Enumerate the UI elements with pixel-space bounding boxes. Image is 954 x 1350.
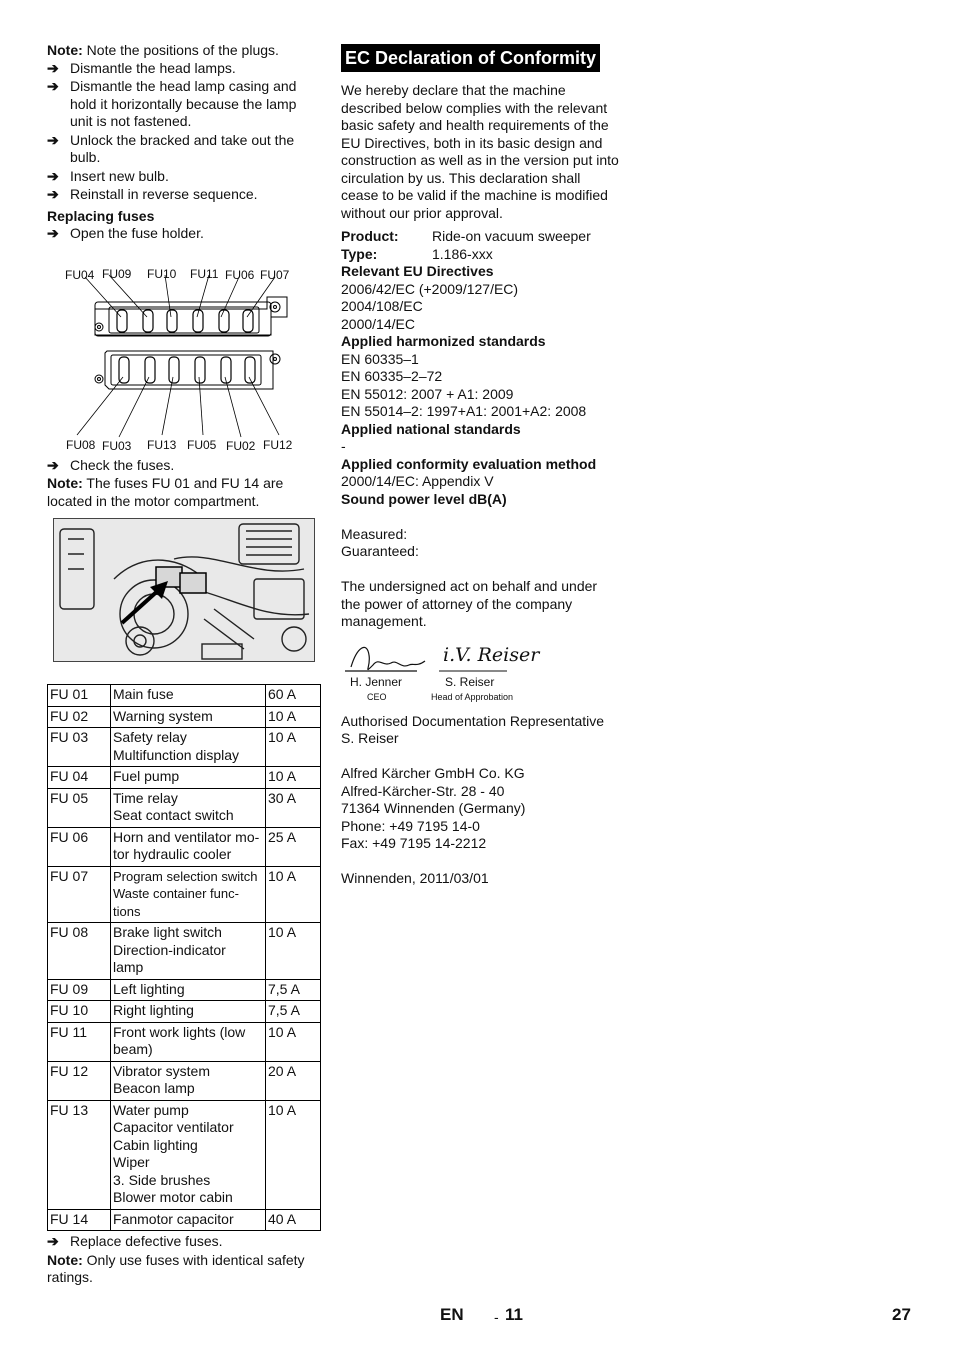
fuse-description-line: Warning system <box>113 707 213 724</box>
diagram-label: FU06 <box>225 267 255 282</box>
signer1-role: CEO <box>367 691 387 702</box>
directives-list <box>341 281 619 334</box>
product-row: Product: Ride-on vacuum sweeper <box>341 228 591 244</box>
table-row <box>48 685 321 707</box>
note-identical-ratings: Note: Only use fuses with identical safety ratings. <box>47 1251 305 1285</box>
arrow-icon: ➔ <box>47 1233 59 1249</box>
step-text: Reinstall in reverse sequence. <box>70 186 258 202</box>
blank-line <box>341 853 619 871</box>
table-row <box>48 788 321 827</box>
fuse-description-line: Wiper <box>113 1154 150 1170</box>
left-column <box>47 42 319 1287</box>
step-item <box>47 168 319 186</box>
fuse-id: FU 13 <box>48 1100 111 1209</box>
fuse-id: FU 09 <box>48 979 111 1001</box>
note-plugs: Note: Note the positions of the plugs. <box>47 42 279 58</box>
table-row <box>48 866 321 923</box>
fuse-description-line: Beacon lamp <box>113 1080 195 1096</box>
table-row <box>48 1001 321 1023</box>
fuse-rating: 7,5 A <box>266 1001 321 1023</box>
type-row: Type: 1.186-xxx <box>341 245 493 262</box>
fuse-description <box>111 788 266 827</box>
fuse-description-line: lamp <box>113 959 144 975</box>
fuse-id: FU 10 <box>48 1001 111 1023</box>
signature-scribbles <box>343 637 543 681</box>
fuse-description <box>111 827 266 866</box>
step-item <box>47 60 319 78</box>
fuse-rating: 10 A <box>266 866 321 923</box>
fuse-description-line: tor hydraulic cooler <box>113 846 232 862</box>
fuse-description <box>111 728 266 767</box>
auth-name: S. Reiser <box>341 730 399 746</box>
fuse-description <box>111 923 266 980</box>
fuse-holder-diagram <box>47 257 319 457</box>
diagram-label: FU05 <box>187 437 217 452</box>
arrow-icon: ➔ <box>47 225 59 241</box>
fuse-id: FU 01 <box>48 685 111 707</box>
fuse-description-line: Horn and ventilator mo- <box>113 828 260 845</box>
footer-dash: - <box>494 1309 499 1325</box>
fuse-id: FU 08 <box>48 923 111 980</box>
list-item: Alfred-Kärcher-Str. 28 - 40 <box>341 782 505 799</box>
fuse-holder-drawing <box>47 257 319 457</box>
fuse-description <box>111 1209 266 1231</box>
directives-heading: Relevant EU Directives <box>341 263 494 279</box>
fuse-rating: 10 A <box>266 728 321 767</box>
harmonized-heading: Applied harmonized standards <box>341 333 546 349</box>
fuse-description-line: Multifunction display <box>113 746 240 763</box>
fuse-description-line: beam) <box>113 1041 153 1057</box>
right-column <box>341 44 619 888</box>
motor-compartment-drawing <box>54 519 314 661</box>
fuse-description-line: Program selection switch <box>113 868 258 884</box>
fuse-description-line: Blower motor cabin <box>113 1189 233 1205</box>
step-open-fuse-holder: ➔ Open the fuse holder. <box>47 225 204 241</box>
replacing-fuses-heading: Replacing fuses <box>47 207 155 224</box>
step-check-fuses: ➔ Check the fuses. <box>47 456 175 473</box>
fuse-description-line: Time relay <box>113 789 178 806</box>
fuse-description-line: 3. Side brushes <box>113 1171 211 1188</box>
fuse-id: FU 05 <box>48 788 111 827</box>
diagram-label: FU13 <box>147 437 177 452</box>
national-value: - <box>341 438 346 454</box>
auth-title: Authorised Documentation Representative <box>341 712 605 729</box>
fuse-rating: 60 A <box>266 685 321 707</box>
blank-line <box>341 508 619 526</box>
fuse-description-line: Safety relay <box>113 729 187 745</box>
fuse-description-line: Front work lights (low <box>113 1023 246 1040</box>
arrow-icon: ➔ <box>47 78 59 94</box>
footer-page-number: 27 <box>892 1305 911 1324</box>
table-row <box>48 767 321 789</box>
fuse-description-line: Vibrator system <box>113 1062 210 1079</box>
list-item: 71364 Winnenden (Germany) <box>341 800 526 816</box>
arrow-icon: ➔ <box>47 131 59 148</box>
fuse-description-line: Seat contact switch <box>113 807 234 823</box>
harmonized-list <box>341 351 619 421</box>
place-date: Winnenden, 2011/03/01 <box>341 870 489 886</box>
footer-language: EN <box>440 1305 464 1324</box>
method-value: 2000/14/EC: Appendix V <box>341 473 494 489</box>
fuse-rating: 40 A <box>266 1209 321 1231</box>
fuse-id: FU 14 <box>48 1209 111 1231</box>
fuse-rating: 10 A <box>266 923 321 980</box>
declaration-intro: We hereby declare that the machine described below complies with the relevant basic safety and health requirements of the EU Directives, both in its basic design and construction as well as in the version put into circulation by us. This declaration shall cease to be valid if the machine is modified without our prior approval. <box>341 82 619 221</box>
list-item: EN 60335–1 <box>341 350 419 367</box>
fuse-description-line: Fuel pump <box>113 768 180 784</box>
sound-heading: Sound power level dB(A) <box>341 490 507 507</box>
undersigned-text: The undersigned act on behalf and under the power of attorney of the company management. <box>341 578 598 629</box>
list-item: EN 55012: 2007 + A1: 2009 <box>341 385 514 402</box>
declaration-heading: EC Declaration of Conformity <box>341 44 600 72</box>
steps-head-lamps <box>47 60 319 204</box>
list-item: 2004/108/EC <box>341 298 423 314</box>
arrow-icon: ➔ <box>47 186 59 202</box>
diagram-label: FU08 <box>66 437 96 452</box>
note-motor-compartment: Note: The fuses FU 01 and FU 14 are located in the motor compartment. <box>47 475 284 509</box>
diagram-label: FU02 <box>226 438 256 453</box>
diagram-label: FU07 <box>260 267 290 282</box>
fuse-description <box>111 1061 266 1100</box>
fuse-table <box>47 684 321 1231</box>
table-row <box>48 923 321 980</box>
list-item: Alfred Kärcher GmbH Co. KG <box>341 765 525 781</box>
footer-section-page: 11 <box>505 1305 523 1324</box>
list-item: EN 60335–2–72 <box>341 368 443 384</box>
table-row <box>48 1061 321 1100</box>
fuse-description <box>111 1100 266 1209</box>
diagram-label: FU10 <box>147 266 177 281</box>
fuse-description-line: Waste container func- <box>113 886 239 901</box>
national-heading: Applied national standards <box>341 420 521 437</box>
signer2-name: S. Reiser <box>445 674 495 689</box>
fuse-rating: 20 A <box>266 1061 321 1100</box>
fuse-description-line: Right lighting <box>113 1002 194 1018</box>
table-row <box>48 979 321 1001</box>
step-item <box>47 78 319 131</box>
fuse-id: FU 07 <box>48 866 111 923</box>
arrow-icon: ➔ <box>47 456 59 473</box>
fuse-description <box>111 685 266 707</box>
fuse-description-line: Water pump <box>113 1101 189 1118</box>
fuse-id: FU 06 <box>48 827 111 866</box>
table-row <box>48 827 321 866</box>
fuse-description-line: Main fuse <box>113 686 174 702</box>
method-heading: Applied conformity evaluation method <box>341 455 597 472</box>
diagram-label: FU11 <box>190 266 219 281</box>
fuse-description <box>111 1001 266 1023</box>
motor-compartment-photo <box>53 518 315 662</box>
blank-line <box>341 748 619 766</box>
fuse-rating: 10 A <box>266 706 321 728</box>
fuse-description <box>111 767 266 789</box>
fuse-rating: 10 A <box>266 1100 321 1209</box>
step-text: Insert new bulb. <box>70 167 169 184</box>
blank-line <box>341 561 619 579</box>
signer2-role: Head of Approbation <box>431 691 514 702</box>
table-row <box>48 706 321 728</box>
fuse-rating: 30 A <box>266 788 321 827</box>
step-replace-fuses: ➔ Replace defective fuses. <box>47 1233 223 1249</box>
fuse-description-line: Left lighting <box>113 980 185 997</box>
fuse-description <box>111 866 266 923</box>
signature-script-text: i.V. Reiser <box>443 643 540 666</box>
list-item: Fax: +49 7195 14-2212 <box>341 835 487 851</box>
list-item: Phone: +49 7195 14-0 <box>341 817 480 834</box>
measured-label: Measured: <box>341 525 408 542</box>
table-row <box>48 728 321 767</box>
fuse-description-line: Brake light switch <box>113 924 222 940</box>
signer1-name: H. Jenner <box>350 674 403 689</box>
table-row <box>48 1022 321 1061</box>
fuse-description-line: Cabin lighting <box>113 1136 198 1153</box>
fuse-id: FU 12 <box>48 1061 111 1100</box>
arrow-icon: ➔ <box>47 167 59 184</box>
step-text: Dismantle the head lamps. <box>70 59 236 76</box>
diagram-label: FU12 <box>263 437 293 452</box>
signatures <box>341 637 619 707</box>
fuse-description-line: Capacitor ventilator <box>113 1119 234 1135</box>
diagram-label: FU09 <box>102 266 132 281</box>
fuse-id: FU 03 <box>48 728 111 767</box>
fuse-description <box>111 1022 266 1061</box>
fuse-rating: 10 A <box>266 1022 321 1061</box>
fuse-rating: 7,5 A <box>266 979 321 1001</box>
step-item <box>47 132 319 167</box>
diagram-label: FU04 <box>65 267 95 282</box>
company-address <box>341 765 619 853</box>
fuse-id: FU 04 <box>48 767 111 789</box>
fuse-rating: 10 A <box>266 767 321 789</box>
step-item <box>47 186 319 204</box>
fuse-description-line: Direction-indicator <box>113 941 226 958</box>
step-text: Unlock the bracked and take out the bulb. <box>70 131 295 165</box>
fuse-description <box>111 706 266 728</box>
table-row <box>48 1209 321 1231</box>
list-item: 2000/14/EC <box>341 315 415 332</box>
guaranteed-label: Guaranteed: <box>341 543 419 559</box>
fuse-description-line: Fanmotor capacitor <box>113 1210 234 1227</box>
list-item: 2006/42/EC (+2009/127/EC) <box>341 280 519 297</box>
fuse-id: FU 11 <box>48 1022 111 1061</box>
list-item: EN 55014–2: 1997+A1: 2001+A2: 2008 <box>341 403 587 419</box>
step-text: Dismantle the head lamp casing and hold it horizontally because the lamp unit is not fastened. <box>70 78 297 129</box>
fuse-description-line: tions <box>113 903 141 919</box>
fuse-description <box>111 979 266 1001</box>
arrow-icon: ➔ <box>47 59 59 76</box>
fuse-rating: 25 A <box>266 827 321 866</box>
diagram-label: FU03 <box>102 438 132 453</box>
fuse-id: FU 02 <box>48 706 111 728</box>
table-row <box>48 1100 321 1209</box>
